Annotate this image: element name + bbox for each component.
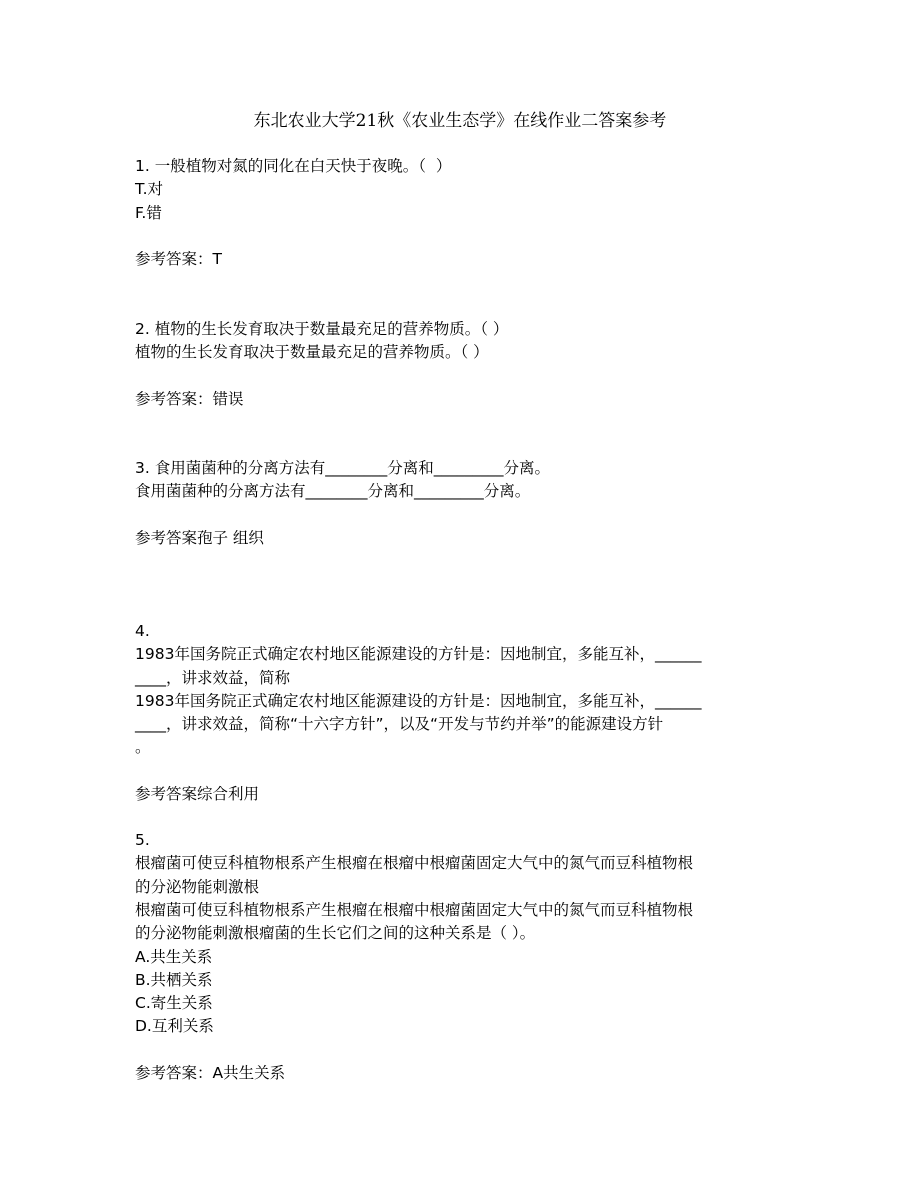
question-5-answer: 参考答案：A共生关系 (135, 1063, 286, 1082)
question-4-stem-line-1: 1983年国务院正式确定农村地区能源建设的方针是：因地制宜，多能互补，______ (135, 645, 702, 664)
question-1-stem: 1. 一般植物对氮的同化在白天快于夜晚。（ ） (135, 157, 452, 175)
question-list (135, 155, 795, 1085)
question-2-stem: 2. 植物的生长发育取决于数量最充足的营养物质。（ ） (135, 320, 509, 339)
document-title: 东北农业大学21秋《农业生态学》在线作业二答案参考 (253, 111, 667, 131)
question-1-option-t: T.对 (135, 180, 164, 199)
question-4-detail-line-2: ____，讲求效益，简称“十六字方针”，以及“开发与节约并举”的能源建设方针 (135, 715, 664, 734)
question-5-option-b: B.共栖关系 (135, 970, 213, 989)
question-5-option-a: A.共生关系 (135, 947, 213, 966)
question-4-detail-line-1: 1983年国务院正式确定农村地区能源建设的方针是：因地制宜，多能互补，______ (135, 691, 702, 710)
question-5-option-c: C.寄生关系 (135, 994, 213, 1013)
question-5 (135, 829, 795, 1085)
question-5-stem-line-2: 的分泌物能刺激根 (135, 877, 260, 896)
question-5-detail-line-2: 的分泌物能刺激根瘤菌的生长它们之间的这种关系是（ ）。 (135, 924, 536, 943)
question-5-option-d: D.互利关系 (135, 1017, 214, 1036)
question-2-detail: 植物的生长发育取决于数量最充足的营养物质。（ ） (135, 343, 489, 362)
question-4-answer: 参考答案综合利用 (135, 784, 260, 803)
question-3-stem: 3. 食用菌菌种的分离方法有________分离和_________分离。 (135, 459, 550, 478)
question-4-stem-line-2: ____，讲求效益，简称 (135, 668, 291, 687)
question-3-answer: 参考答案孢子 组织 (135, 528, 264, 547)
question-1 (135, 155, 795, 271)
question-3 (135, 457, 795, 550)
question-5-detail-line-1: 根瘤菌可使豆科植物根系产生根瘤在根瘤中根瘤菌固定大气中的氮气而豆科植物根 (135, 900, 694, 919)
question-1-answer: 参考答案：T (135, 249, 222, 268)
question-4 (135, 620, 795, 806)
question-2-answer: 参考答案：错误 (135, 389, 244, 408)
question-3-detail: 食用菌菌种的分离方法有________分离和_________分离。 (135, 482, 531, 501)
question-5-stem-line-1: 根瘤菌可使豆科植物根系产生根瘤在根瘤中根瘤菌固定大气中的氮气而豆科植物根 (135, 854, 694, 873)
question-4-number: 4. (135, 621, 150, 640)
question-5-number: 5. (135, 831, 150, 850)
question-1-option-f: F.错 (135, 203, 162, 222)
question-4-detail-line-3: 。 (135, 738, 151, 757)
question-2 (135, 318, 795, 411)
